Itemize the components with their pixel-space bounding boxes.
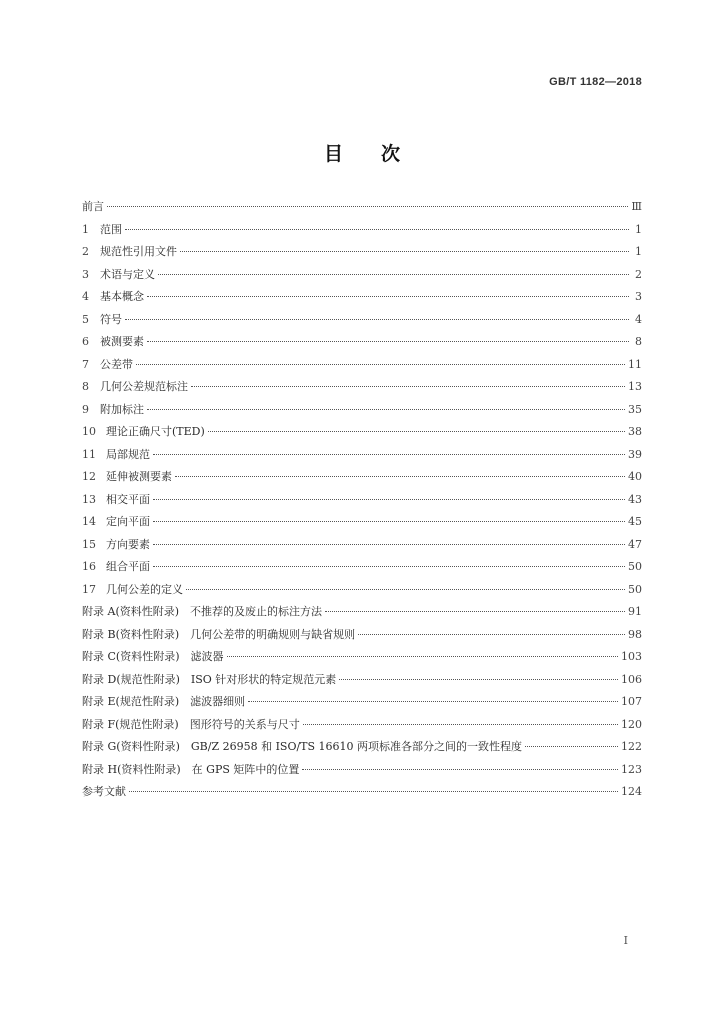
dot-leader [125, 318, 629, 320]
page-number: I [623, 934, 628, 947]
toc-entry-title: 附录 G(资料性附录) GB/Z 26958 和 ISO/TS 16610 两项标准各部分之间的一致性程度 [82, 740, 523, 753]
dot-leader [107, 205, 628, 207]
table-of-contents [82, 199, 642, 807]
toc-entry[interactable] [82, 267, 642, 290]
dot-leader [339, 678, 618, 680]
toc-entry-page: 2 [635, 267, 642, 281]
toc-entry-label [82, 267, 155, 283]
toc-entry-title: 附录 E(规范性附录) 滤波器细则 [82, 695, 246, 708]
toc-entry-title: 局部规范 [106, 447, 150, 461]
toc-entry-page: 107 [621, 695, 642, 708]
dot-leader [191, 385, 625, 387]
toc-entry-page: 106 [621, 672, 642, 686]
toc-entry-title: 附录 B(资料性附录) 几何公差带的明确规则与缺省规则 [82, 627, 356, 641]
toc-entry[interactable] [82, 402, 642, 425]
toc-entry-title: 定向平面 [106, 515, 150, 528]
toc-entry[interactable] [82, 469, 642, 492]
toc-entry-title: 前言 [82, 200, 104, 213]
toc-entry-number: 3 [82, 267, 89, 281]
toc-entry-page: 13 [628, 380, 642, 393]
toc-entry-label [82, 492, 150, 508]
toc-entry[interactable] [82, 694, 642, 717]
toc-entry-title: 附录 A(资料性附录) 不推荐的及废止的标注方法 [82, 605, 323, 618]
dot-leader [153, 543, 625, 545]
toc-entry-title: 附录 D(规范性附录) ISO 针对形状的特定规范元素 [82, 672, 337, 686]
toc-entry-label [82, 559, 150, 575]
toc-entry[interactable] [82, 244, 642, 267]
toc-entry-page: 40 [628, 470, 642, 483]
toc-entry[interactable] [82, 424, 642, 447]
toc-entry-label [82, 222, 122, 238]
toc-entry-title: 公差带 [100, 357, 133, 371]
toc-entry[interactable] [82, 492, 642, 515]
dot-leader [153, 498, 625, 500]
toc-entry-label [82, 627, 355, 643]
toc-entry-page: 38 [628, 425, 642, 438]
toc-entry-number: 14 [82, 515, 96, 528]
toc-entry-page: 45 [628, 515, 642, 528]
toc-entry-page: 123 [621, 762, 642, 776]
toc-entry-page: 35 [628, 402, 642, 416]
toc-entry[interactable] [82, 289, 642, 312]
toc-entry-number: 11 [82, 447, 96, 461]
toc-entry-number: 5 [82, 312, 89, 326]
toc-entry-label [82, 244, 177, 260]
toc-entry[interactable] [82, 627, 642, 650]
toc-entry-page: 11 [628, 357, 642, 371]
dot-leader [325, 610, 625, 612]
toc-entry[interactable] [82, 514, 642, 537]
dot-leader [153, 520, 625, 522]
dot-leader [302, 768, 618, 770]
toc-entry-title: 延伸被测要素 [106, 470, 172, 483]
toc-entry-label [82, 537, 150, 553]
toc-entry-label [82, 357, 133, 373]
toc-entry-label [82, 717, 300, 733]
toc-entry-title: 几何公差规范标注 [100, 380, 188, 393]
toc-entry-page: 47 [628, 537, 642, 551]
toc-entry-label [82, 762, 299, 778]
toc-entry[interactable] [82, 537, 642, 560]
toc-entry[interactable] [82, 222, 642, 245]
toc-entry-number: 8 [82, 380, 89, 393]
toc-entry-number: 1 [82, 222, 89, 236]
dot-leader [303, 723, 618, 725]
toc-entry-page: 4 [635, 312, 642, 326]
toc-entry[interactable] [82, 717, 642, 740]
toc-entry-page: 39 [628, 447, 642, 461]
dot-leader [358, 633, 625, 635]
toc-entry-number: 7 [82, 357, 89, 371]
toc-entry-label [82, 582, 183, 598]
toc-entry-label [82, 649, 224, 665]
toc-entry-page: 98 [628, 627, 642, 641]
toc-entry-label [82, 784, 126, 800]
toc-entry-page: 120 [621, 717, 642, 731]
toc-entry-page: 124 [621, 785, 642, 798]
dot-leader [147, 295, 629, 297]
toc-entry-page: 91 [628, 605, 642, 618]
toc-entry-number: 17 [82, 582, 96, 596]
toc-entry-page: 3 [635, 290, 642, 303]
toc-entry-page: 122 [621, 740, 642, 753]
toc-entry-title: 附录 H(资料性附录) 在 GPS 矩阵中的位置 [82, 762, 300, 776]
toc-entry-page: 8 [635, 335, 642, 348]
toc-entry-title: 基本概念 [100, 290, 144, 303]
toc-entry-title: 范围 [100, 222, 122, 236]
toc-entry-number: 15 [82, 537, 96, 551]
toc-entry[interactable] [82, 784, 642, 807]
dot-leader [175, 475, 625, 477]
toc-entry[interactable] [82, 739, 642, 762]
toc-entry-title: 被测要素 [100, 335, 144, 348]
dot-leader [153, 453, 625, 455]
toc-entry[interactable] [82, 379, 642, 402]
toc-entry-label [82, 379, 188, 395]
standard-code: GB/T 1182—2018 [549, 76, 642, 88]
dot-leader [158, 273, 629, 275]
toc-entry[interactable] [82, 672, 642, 695]
toc-entry-title: 组合平面 [106, 560, 150, 573]
dot-leader [180, 250, 629, 252]
toc-entry-label [82, 447, 150, 463]
dot-leader [147, 340, 629, 342]
toc-entry-title: 规范性引用文件 [100, 245, 177, 258]
toc-entry[interactable] [82, 357, 642, 380]
toc-entry-title: 几何公差的定义 [106, 582, 183, 596]
toc-entry-title: 符号 [100, 312, 122, 326]
toc-entry-label [82, 672, 336, 688]
toc-entry-title: 附录 F(规范性附录) 图形符号的关系与尺寸 [82, 717, 300, 731]
dot-leader [248, 700, 618, 702]
toc-entry-page: 50 [628, 582, 642, 596]
dot-leader [136, 363, 625, 365]
toc-entry-label [82, 402, 144, 418]
toc-entry-page: 1 [635, 222, 642, 236]
toc-entry-title: 附录 C(资料性附录) 滤波器 [82, 650, 224, 663]
toc-entry-title: 方向要素 [106, 537, 150, 551]
toc-entry[interactable] [82, 559, 642, 582]
toc-entry-number: 13 [82, 492, 96, 506]
toc-entry-number: 9 [82, 402, 89, 416]
dot-leader [186, 588, 625, 590]
toc-entry-number: 4 [82, 290, 89, 303]
toc-entry-page: 50 [628, 560, 642, 573]
toc-entry-label [82, 199, 104, 215]
toc-entry[interactable] [82, 604, 642, 627]
toc-entry[interactable] [82, 199, 642, 222]
dot-leader [147, 408, 625, 410]
toc-entry-label [82, 289, 144, 305]
toc-entry-title: 理论正确尺寸(TED) [106, 425, 205, 438]
toc-entry-label [82, 424, 205, 440]
toc-entry[interactable] [82, 312, 642, 335]
toc-entry-title: 术语与定义 [100, 267, 155, 281]
dot-leader [208, 430, 625, 432]
toc-entry-number: 16 [82, 560, 96, 573]
toc-entry-label [82, 312, 122, 328]
dot-leader [227, 655, 619, 657]
toc-entry-page: Ⅲ [631, 200, 642, 213]
dot-leader [129, 790, 618, 792]
dot-leader [525, 745, 618, 747]
toc-entry-label [82, 694, 245, 710]
toc-entry-number: 12 [82, 470, 96, 483]
dot-leader [125, 228, 629, 230]
toc-entry-page: 1 [635, 245, 642, 258]
page-title: 目次 [323, 143, 438, 165]
toc-entry-title: 附加标注 [100, 402, 144, 416]
toc-entry-label [82, 469, 172, 485]
toc-entry-label [82, 604, 322, 620]
toc-entry-label [82, 334, 144, 350]
toc-entry[interactable] [82, 582, 642, 605]
toc-entry-label [82, 514, 150, 530]
toc-entry-page: 103 [621, 650, 642, 663]
toc-entry-number: 2 [82, 245, 89, 258]
toc-entry[interactable] [82, 649, 642, 672]
toc-entry-number: 6 [82, 335, 89, 348]
toc-entry-title: 相交平面 [106, 492, 150, 506]
toc-entry[interactable] [82, 762, 642, 785]
toc-entry-title: 参考文献 [82, 785, 126, 798]
toc-entry-label [82, 739, 522, 755]
toc-entry[interactable] [82, 334, 642, 357]
toc-entry-page: 43 [628, 492, 642, 506]
dot-leader [153, 565, 625, 567]
toc-entry[interactable] [82, 447, 642, 470]
toc-entry-number: 10 [82, 425, 96, 438]
